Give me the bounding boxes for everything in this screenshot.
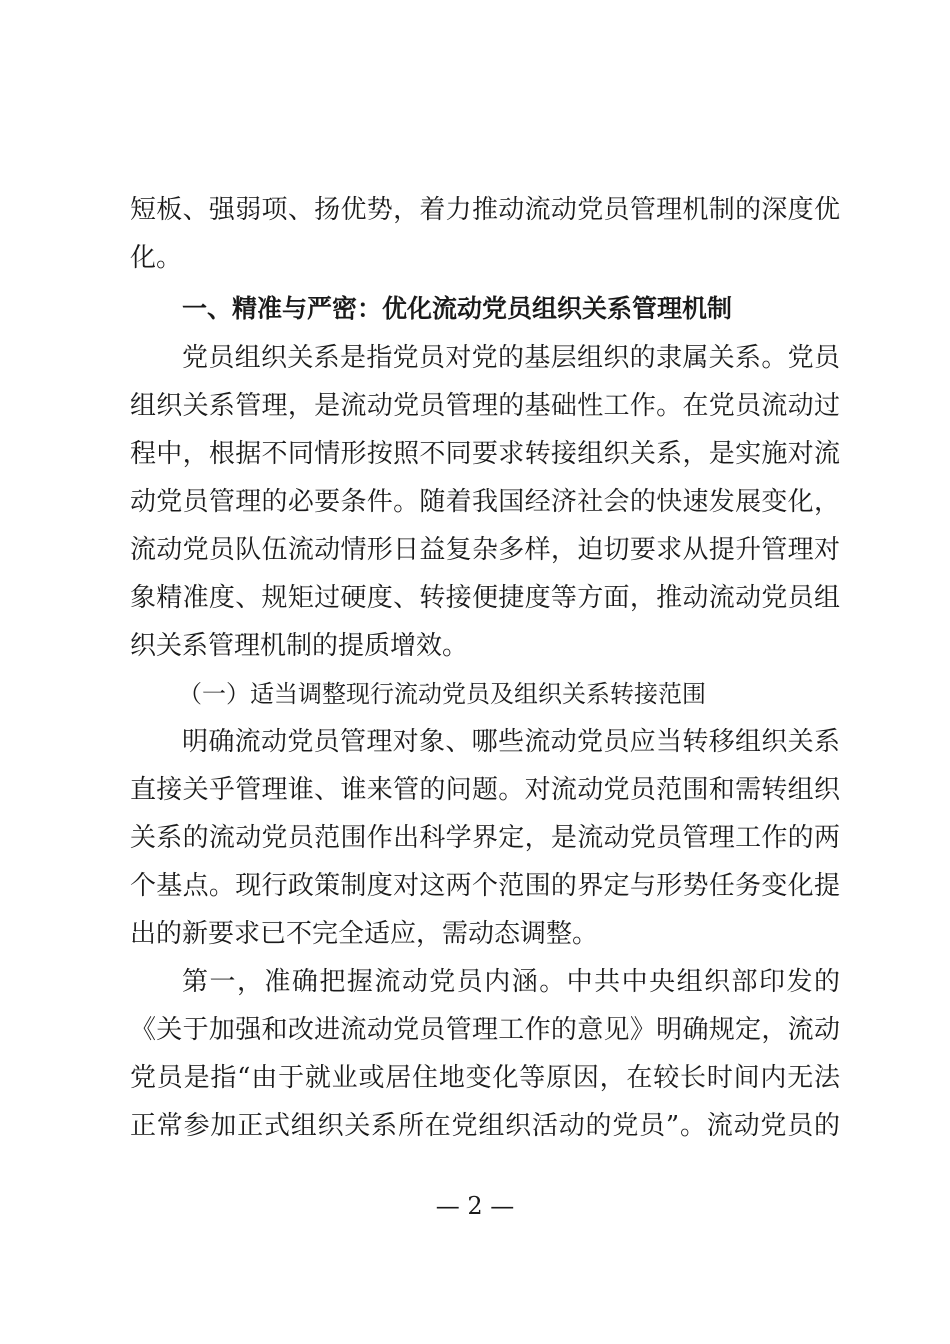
text-line: 党员是指“由于就业或居住地变化等原因，在较长时间内无法 (130, 1063, 840, 1093)
paragraph-continuation (130, 186, 840, 282)
text-line: 短板、强弱项、扬优势，着力推动流动党员管理机制的深度优 (130, 195, 840, 225)
paragraph-org-relations (130, 334, 840, 670)
subsection-heading: （一）适当调整现行流动党员及组织关系转接范围 (178, 680, 706, 708)
text-line: 直接关乎管理谁、谁来管的问题。对流动党员范围和需转组织 (130, 775, 840, 805)
text-line: 明确流动党员管理对象、哪些流动党员应当转移组织关系 (182, 727, 840, 757)
text-line: 流动党员队伍流动情形日益复杂多样，迫切要求从提升管理对 (130, 535, 840, 565)
text-line: 象精准度、规矩过硬度、转接便捷度等方面，推动流动党员组 (130, 583, 840, 613)
section-heading: 一、精准与严密：优化流动党员组织关系管理机制 (182, 294, 733, 323)
text-line: 个基点。现行政策制度对这两个范围的界定与形势任务变化提 (130, 871, 840, 901)
text-line: 组织关系管理，是流动党员管理的基础性工作。在党员流动过 (130, 391, 840, 421)
text-line: 动党员管理的必要条件。随着我国经济社会的快速发展变化， (130, 487, 840, 517)
paragraph-scope (130, 718, 840, 958)
text-line: 关系的流动党员范围作出科学界定，是流动党员管理工作的两 (130, 823, 840, 853)
text-line: 正常参加正式组织关系所在党组织活动的党员”。流动党员的 (130, 1111, 840, 1141)
page-number: — 2 — (435, 1192, 515, 1220)
text-line: 织关系管理机制的提质增效。 (130, 631, 469, 661)
text-line: 党员组织关系是指党员对党的基层组织的隶属关系。党员 (182, 343, 840, 373)
document-body (130, 186, 840, 1150)
text-line: 出的新要求已不完全适应，需动态调整。 (130, 919, 599, 949)
text-line: 程中，根据不同情形按照不同要求转接组织关系，是实施对流 (130, 439, 840, 469)
text-line: 《关于加强和改进流动党员管理工作的意见》明确规定，流动 (130, 1015, 840, 1045)
paragraph-definition (130, 958, 840, 1150)
text-line: 化。 (130, 243, 183, 273)
text-line: 第一，准确把握流动党员内涵。中共中央组织部印发的 (182, 967, 840, 997)
